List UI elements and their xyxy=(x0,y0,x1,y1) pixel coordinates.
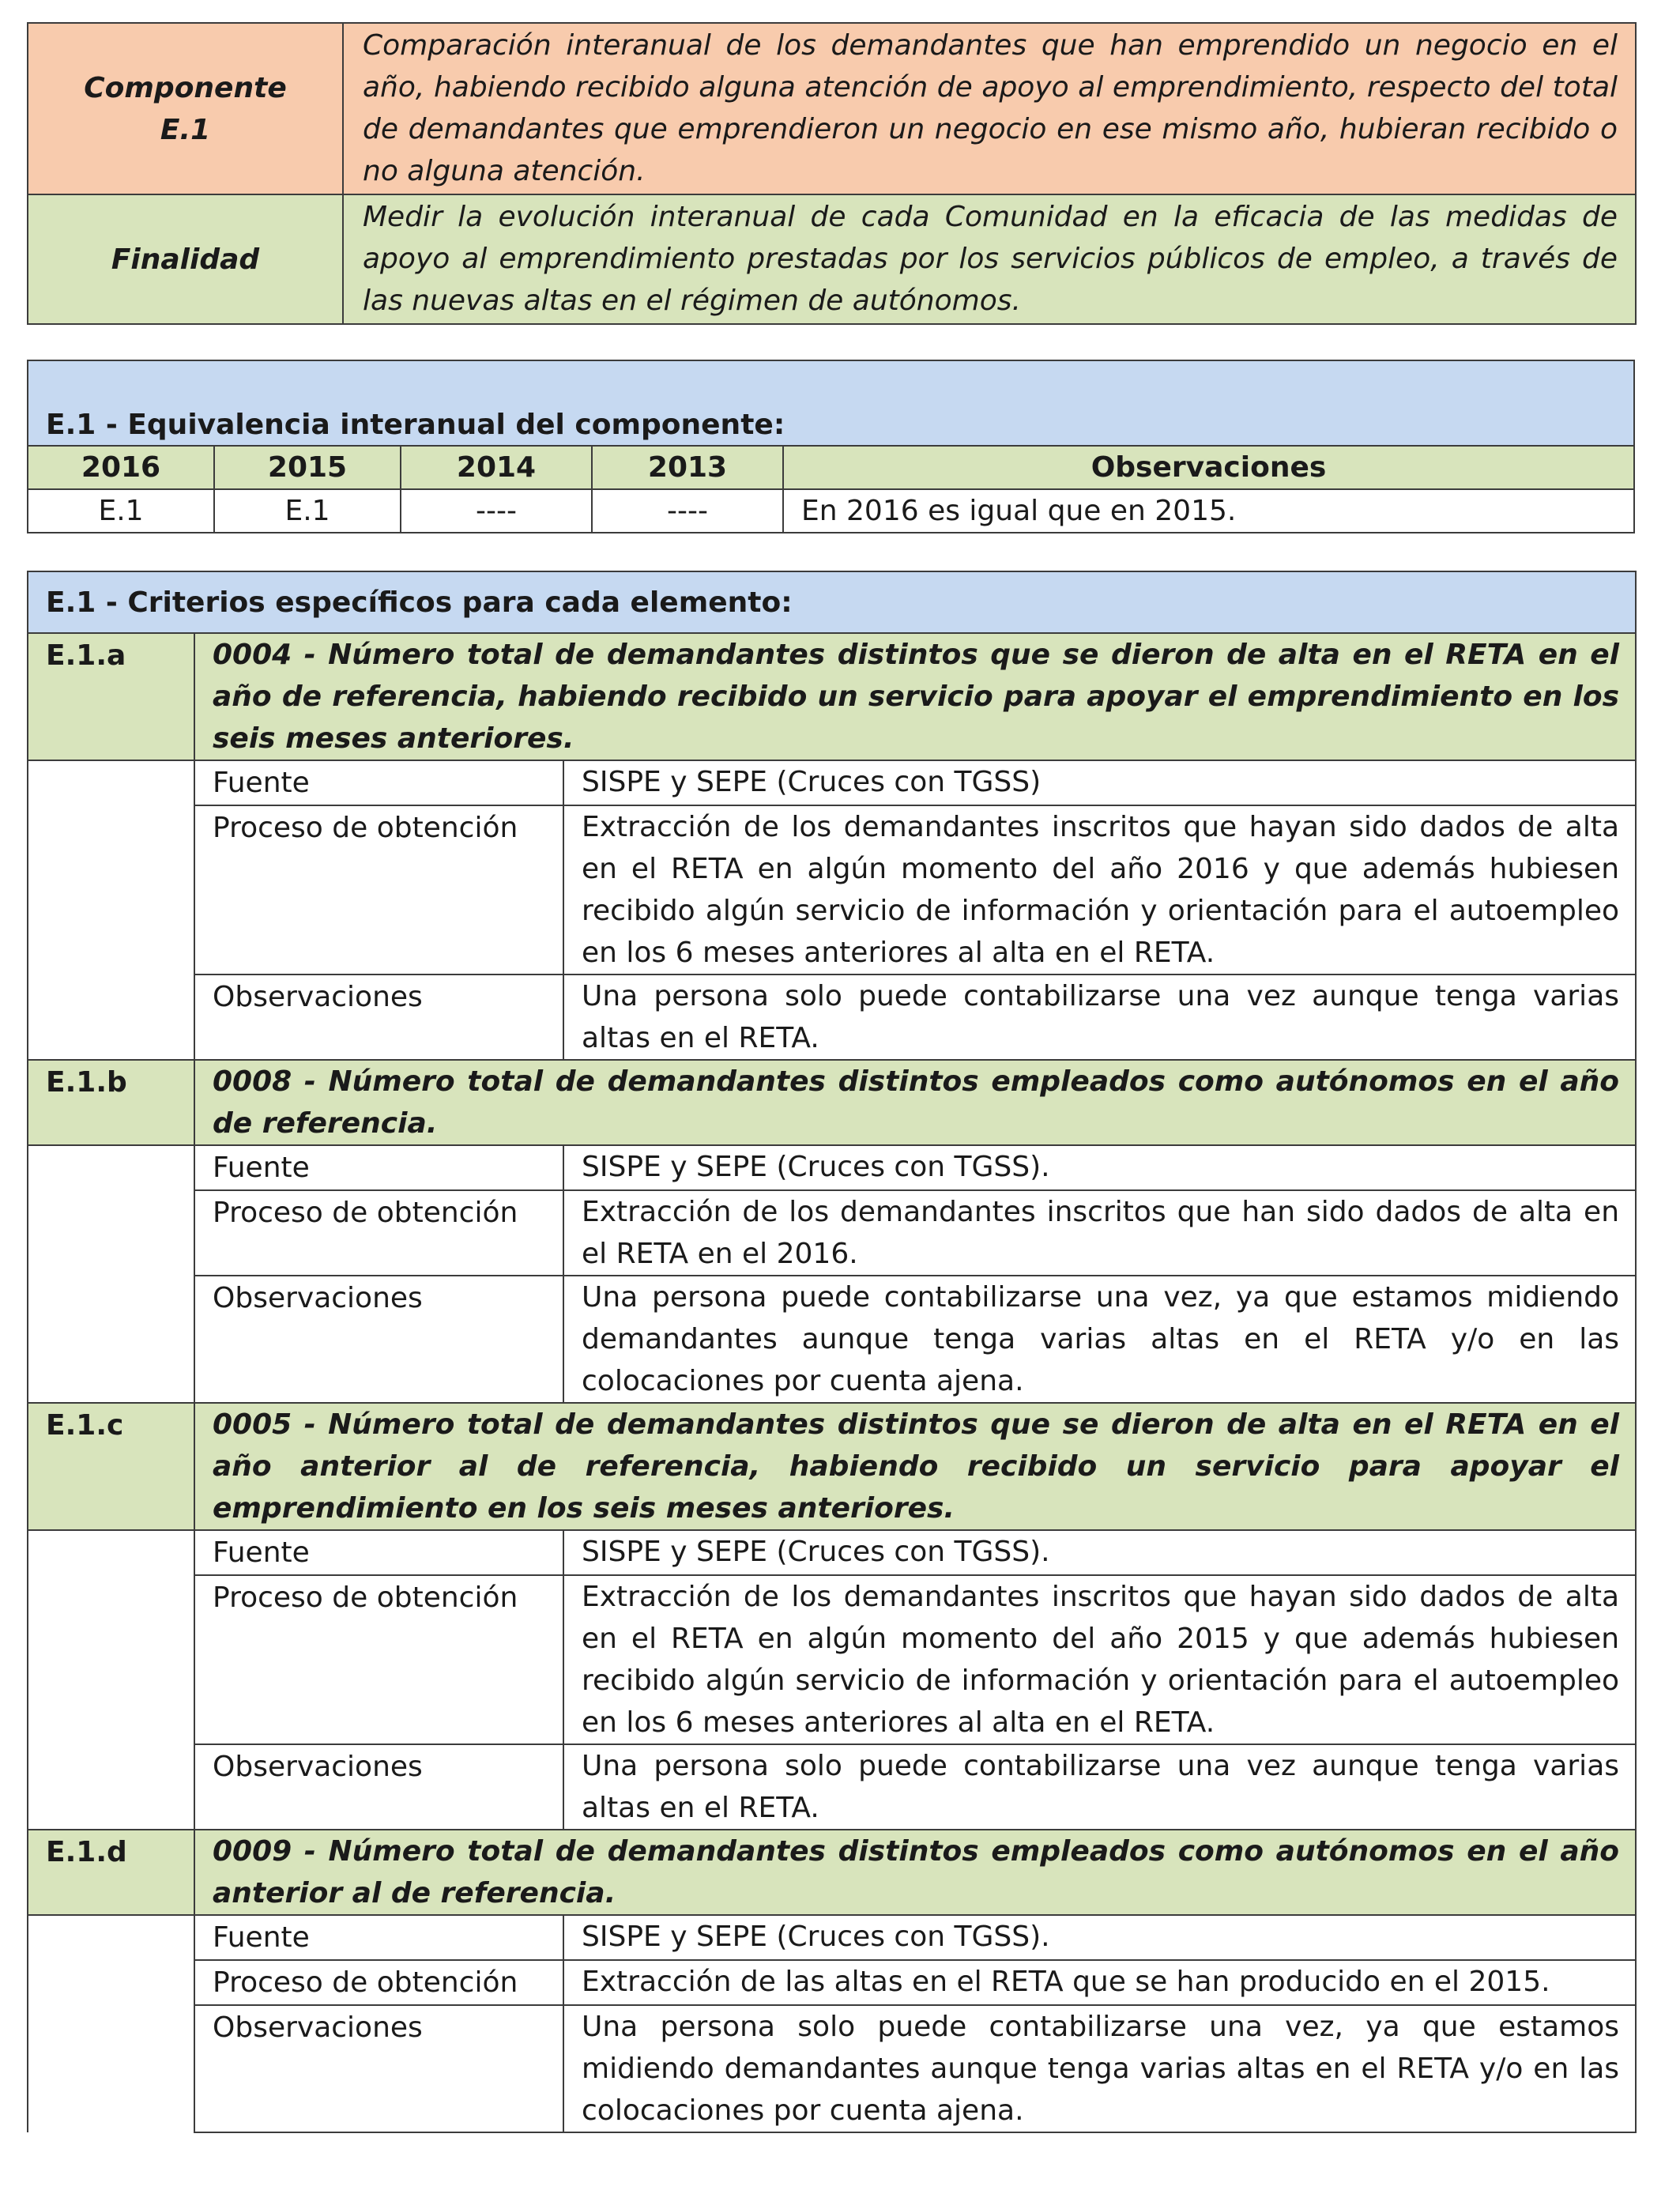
element-detail-row xyxy=(28,2005,1636,2132)
detail-value: SISPE y SEPE (Cruces con TGSS) xyxy=(563,760,1636,805)
detail-key: Observaciones xyxy=(194,1276,563,1403)
equivalencia-title-row xyxy=(28,360,1634,446)
equivalencia-header-2013: 2013 xyxy=(592,446,783,489)
element-detail-row xyxy=(28,974,1636,1060)
detail-value: Una persona solo puede contabilizarse una vez, ya que estamos midiendo demandantes aunque tenga varias altas en el RETA y/o en las colocaciones por cuenta ajena. xyxy=(563,2005,1636,2132)
detail-value: Extracción de los demandantes inscritos que han sido dados de alta en el RETA en el 2016. xyxy=(563,1190,1636,1276)
element-spacer xyxy=(28,805,194,974)
element-spacer xyxy=(28,1744,194,1830)
element-spacer xyxy=(28,1575,194,1744)
element-header-row xyxy=(28,633,1636,760)
element-detail-row xyxy=(28,1530,1636,1575)
element-detail-row xyxy=(28,1744,1636,1830)
equivalencia-title: E.1 - Equivalencia interanual del componente: xyxy=(28,360,1634,446)
element-spacer xyxy=(28,1915,194,1960)
equivalencia-table xyxy=(27,360,1635,533)
equivalencia-header-2015: 2015 xyxy=(214,446,401,489)
detail-value: Una persona solo puede contabilizarse una vez aunque tenga varias altas en el RETA. xyxy=(563,974,1636,1060)
element-spacer xyxy=(28,2005,194,2132)
detail-value: Extracción de los demandantes inscritos que hayan sido dados de alta en el RETA en algún momento del año 2015 y que además hubiesen recibido algún servicio de información y orientación para el autoempleo en los 6 meses anteriores al alta en el RETA. xyxy=(563,1575,1636,1744)
element-heading: 0004 - Número total de demandantes distintos que se dieron de alta en el RETA en el año de referencia, habiendo recibido un servicio para apoyar el emprendimiento en los seis meses anteriores. xyxy=(194,633,1636,760)
equivalencia-cell-2016: E.1 xyxy=(28,489,214,533)
element-spacer xyxy=(28,1530,194,1575)
element-heading: 0009 - Número total de demandantes distintos empleados como autónomos en el año anterior al de referencia. xyxy=(194,1830,1636,1915)
detail-key: Fuente xyxy=(194,1530,563,1575)
equivalencia-cell-2015: E.1 xyxy=(214,489,401,533)
element-header-row xyxy=(28,1403,1636,1530)
element-detail-row xyxy=(28,1575,1636,1744)
equivalencia-cell-2014: ---- xyxy=(401,489,592,533)
componente-table xyxy=(27,22,1637,325)
element-heading: 0008 - Número total de demandantes distintos empleados como autónomos en el año de referencia. xyxy=(194,1060,1636,1145)
equivalencia-header-row xyxy=(28,446,1634,489)
element-spacer xyxy=(28,1190,194,1276)
element-detail-row xyxy=(28,1960,1636,2005)
detail-value: Una persona puede contabilizarse una vez, ya que estamos midiendo demandantes aunque tenga varias altas en el RETA y/o en las colocaciones por cuenta ajena. xyxy=(563,1276,1636,1403)
componente-label-line1: Componente xyxy=(84,71,287,104)
finalidad-text: Medir la evolución interanual de cada Comunidad en la eficacia de las medidas de apoyo al emprendimiento prestadas por los servicios públicos de empleo, a través de las nuevas altas en el régimen de autónomos. xyxy=(343,194,1636,324)
element-spacer xyxy=(28,760,194,805)
element-detail-row xyxy=(28,805,1636,974)
element-detail-row xyxy=(28,760,1636,805)
detail-value: SISPE y SEPE (Cruces con TGSS). xyxy=(563,1530,1636,1575)
element-spacer xyxy=(28,974,194,1060)
detail-key: Fuente xyxy=(194,1145,563,1190)
element-detail-row xyxy=(28,1190,1636,1276)
detail-key: Observaciones xyxy=(194,2005,563,2132)
componente-text: Comparación interanual de los demandantes que han emprendido un negocio en el año, habiendo recibido alguna atención de apoyo al emprendimiento, respecto del total de demandantes que emprendieron un negocio en ese mismo año, hubieran recibido o no alguna atención. xyxy=(343,23,1636,194)
criterios-table xyxy=(27,571,1637,2133)
detail-value: Extracción de los demandantes inscritos que hayan sido dados de alta en el RETA en algún momento del año 2016 y que además hubiesen recibido algún servicio de información y orientación para el autoempleo en los 6 meses anteriores al alta en el RETA. xyxy=(563,805,1636,974)
element-detail-row xyxy=(28,1915,1636,1960)
componente-label xyxy=(28,23,343,194)
element-detail-row xyxy=(28,1145,1636,1190)
element-code: E.1.c xyxy=(28,1403,194,1530)
detail-key: Proceso de obtención xyxy=(194,1575,563,1744)
detail-key: Observaciones xyxy=(194,1744,563,1830)
detail-value: SISPE y SEPE (Cruces con TGSS). xyxy=(563,1145,1636,1190)
detail-key: Fuente xyxy=(194,760,563,805)
componente-row xyxy=(28,23,1636,194)
equivalencia-data-row xyxy=(28,489,1634,533)
detail-key: Proceso de obtención xyxy=(194,1960,563,2005)
element-detail-row xyxy=(28,1276,1636,1403)
detail-key: Observaciones xyxy=(194,974,563,1060)
detail-key: Proceso de obtención xyxy=(194,805,563,974)
detail-key: Proceso de obtención xyxy=(194,1190,563,1276)
equivalencia-cell-2013: ---- xyxy=(592,489,783,533)
detail-key: Fuente xyxy=(194,1915,563,1960)
element-spacer xyxy=(28,1145,194,1190)
element-code: E.1.b xyxy=(28,1060,194,1145)
equivalencia-cell-observaciones: En 2016 es igual que en 2015. xyxy=(783,489,1634,533)
equivalencia-header-observaciones: Observaciones xyxy=(783,446,1634,489)
detail-value: SISPE y SEPE (Cruces con TGSS). xyxy=(563,1915,1636,1960)
criterios-title-row xyxy=(28,571,1636,633)
element-header-row xyxy=(28,1830,1636,1915)
element-code: E.1.a xyxy=(28,633,194,760)
equivalencia-header-2014: 2014 xyxy=(401,446,592,489)
componente-label-line2: E.1 xyxy=(160,113,211,146)
element-heading: 0005 - Número total de demandantes distintos que se dieron de alta en el RETA en el año anterior al de referencia, habiendo recibido un servicio para apoyar el emprendimiento en los seis meses anteriores. xyxy=(194,1403,1636,1530)
element-spacer xyxy=(28,1276,194,1403)
detail-value: Una persona solo puede contabilizarse una vez aunque tenga varias altas en el RETA. xyxy=(563,1744,1636,1830)
equivalencia-header-2016: 2016 xyxy=(28,446,214,489)
finalidad-row xyxy=(28,194,1636,324)
element-header-row xyxy=(28,1060,1636,1145)
finalidad-label: Finalidad xyxy=(28,194,343,324)
criterios-title: E.1 - Criterios específicos para cada elemento: xyxy=(28,571,1636,633)
detail-value: Extracción de las altas en el RETA que se han producido en el 2015. xyxy=(563,1960,1636,2005)
element-code: E.1.d xyxy=(28,1830,194,1915)
element-spacer xyxy=(28,1960,194,2005)
